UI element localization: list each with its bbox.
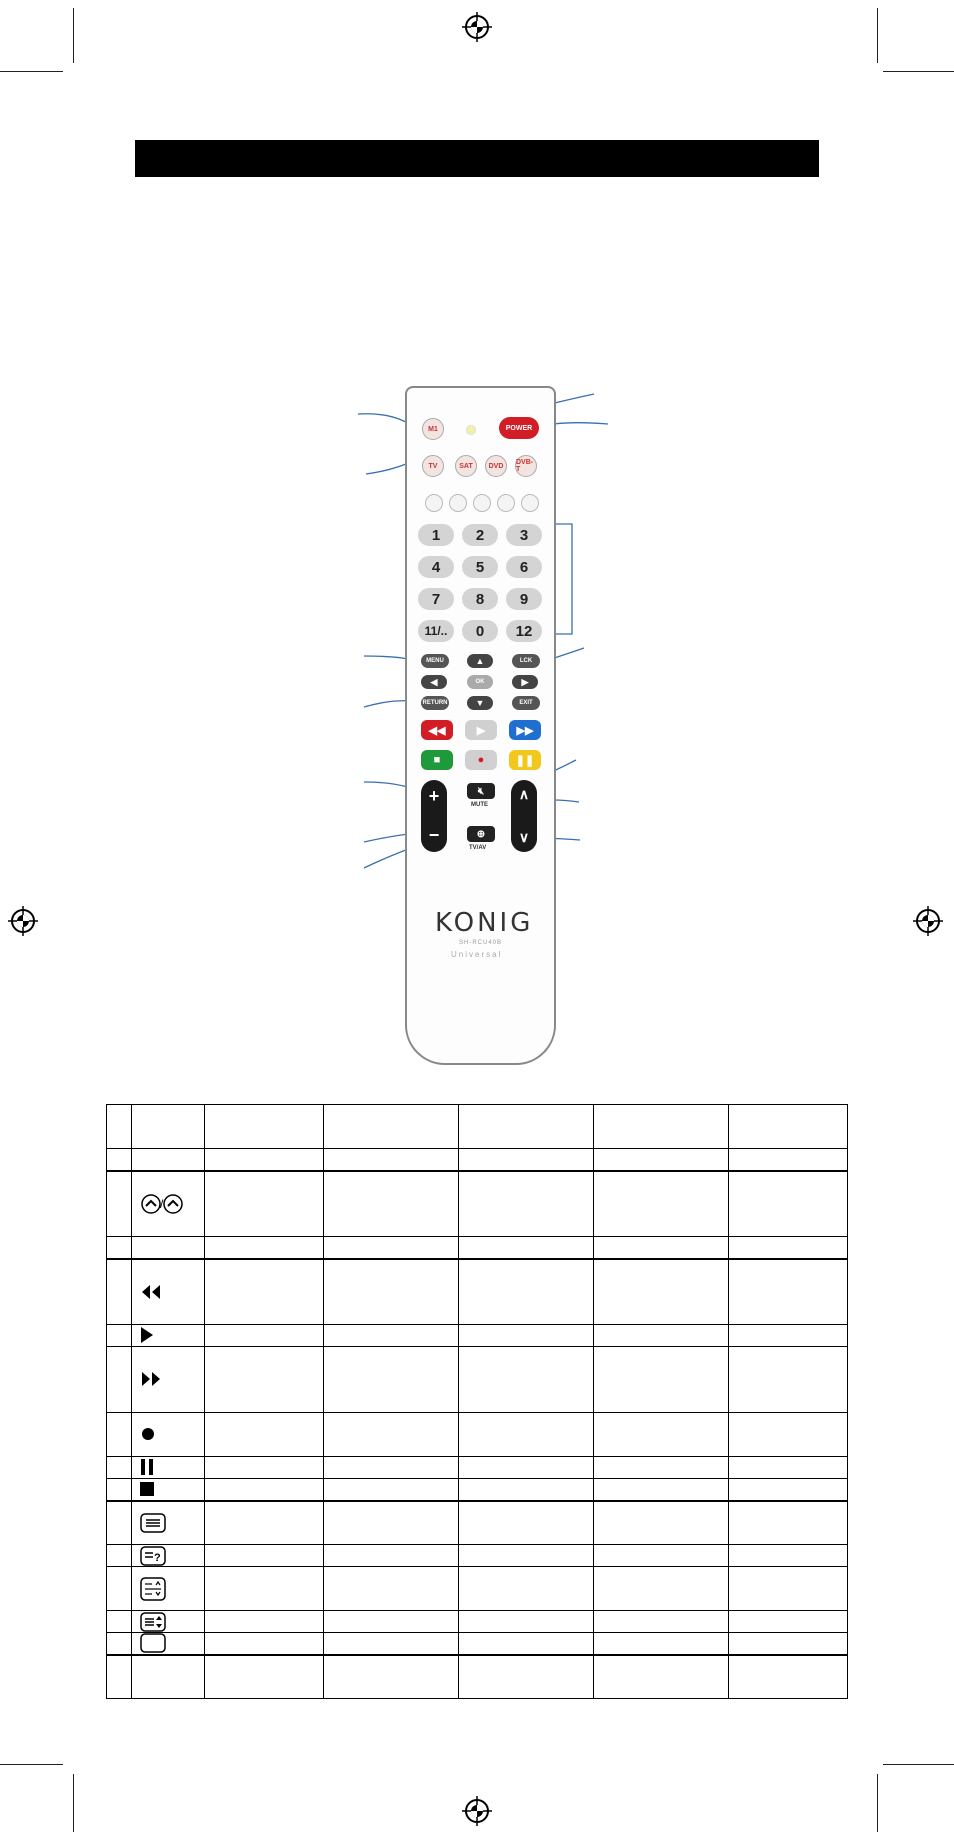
table-cell [205, 1237, 324, 1259]
stop-icon [140, 1480, 154, 1497]
table-cell [594, 1259, 729, 1325]
table-cell [107, 1237, 132, 1259]
record-button: ● [465, 750, 497, 770]
table-cell [729, 1567, 848, 1611]
crop-mark [877, 8, 878, 63]
button-icon-cell [132, 1325, 205, 1347]
table-cell [729, 1633, 848, 1655]
table-cell [594, 1105, 729, 1149]
red-rewind-button: ◀◀ [421, 720, 453, 740]
tv-source-button: TV [422, 455, 444, 477]
number-key-1: 1 [418, 524, 454, 546]
table-cell [107, 1501, 132, 1545]
teletext-reveal-icon [140, 1547, 166, 1564]
ok-button: OK [467, 675, 493, 689]
m1-button: M1 [422, 418, 444, 440]
table-cell [594, 1611, 729, 1633]
table-cell [729, 1655, 848, 1699]
table-cell [729, 1325, 848, 1347]
mute-button: 🔇︎ [467, 783, 495, 799]
table-cell [205, 1457, 324, 1479]
teletext-key-icon [473, 494, 491, 512]
table-cell [107, 1413, 132, 1457]
button-icon-cell [132, 1633, 205, 1655]
table-cell [205, 1325, 324, 1347]
table-cell [729, 1347, 848, 1413]
power-button: POWER [499, 417, 539, 439]
number-key-11: 11/.. [418, 620, 454, 642]
model-label: SH-RCU40B [459, 940, 503, 946]
crop-mark [0, 71, 63, 72]
table-cell [459, 1413, 594, 1457]
table-cell [459, 1105, 594, 1149]
table-cell [324, 1259, 459, 1325]
table-row [107, 1457, 848, 1479]
menu-button: MENU [421, 654, 449, 668]
teletext-key-icon [497, 494, 515, 512]
table-cell [594, 1633, 729, 1655]
table-cell [324, 1171, 459, 1237]
registration-mark-icon [913, 906, 943, 936]
table-cell [459, 1325, 594, 1347]
button-icon-cell [132, 1105, 205, 1149]
table-cell [324, 1457, 459, 1479]
table-cell [324, 1149, 459, 1171]
table-cell [107, 1479, 132, 1501]
crop-mark [73, 8, 74, 63]
indicator-led [466, 425, 476, 435]
table-cell [107, 1149, 132, 1171]
number-key-2: 2 [462, 524, 498, 546]
dvbt-source-button: DVB-T [515, 455, 537, 477]
button-icon-cell [132, 1413, 205, 1457]
table-row [107, 1655, 848, 1699]
table-cell [729, 1171, 848, 1237]
tv-av-label: TV/AV [469, 845, 487, 851]
table-cell [594, 1501, 729, 1545]
table-cell [107, 1325, 132, 1347]
table-cell [205, 1149, 324, 1171]
button-icon-cell [132, 1501, 205, 1545]
teletext-cancel-icon [140, 1634, 166, 1651]
table-cell [459, 1457, 594, 1479]
teletext-hold-icon [140, 1613, 166, 1630]
table-row [107, 1633, 848, 1655]
dvd-source-button: DVD [485, 455, 507, 477]
table-row [107, 1259, 848, 1325]
table-row [107, 1611, 848, 1633]
button-icon-cell [132, 1259, 205, 1325]
table-cell [107, 1567, 132, 1611]
teletext-key-icon [521, 494, 539, 512]
registration-mark-icon [462, 12, 492, 42]
button-icon-cell [132, 1149, 205, 1171]
table-cell [324, 1545, 459, 1567]
brand-logo: KONIG [435, 908, 534, 938]
table-cell [205, 1259, 324, 1325]
table-cell [205, 1413, 324, 1457]
table-cell [107, 1347, 132, 1413]
table-cell [324, 1633, 459, 1655]
table-row [107, 1567, 848, 1611]
table-cell [729, 1501, 848, 1545]
table-cell [729, 1413, 848, 1457]
down-arrow-button: ▼ [467, 696, 493, 710]
table-cell [107, 1633, 132, 1655]
table-cell [594, 1171, 729, 1237]
table-cell [459, 1655, 594, 1699]
table-cell [324, 1237, 459, 1259]
table-cell [205, 1567, 324, 1611]
table-cell [205, 1105, 324, 1149]
svg-text:/: / [160, 1196, 164, 1211]
table-cell [107, 1545, 132, 1567]
table-cell [205, 1633, 324, 1655]
table-cell [107, 1259, 132, 1325]
table-cell [324, 1325, 459, 1347]
table-cell [459, 1611, 594, 1633]
remote-control-illustration [405, 386, 556, 1065]
table-cell [594, 1567, 729, 1611]
table-cell [459, 1501, 594, 1545]
table-cell [205, 1655, 324, 1699]
table-header-row [107, 1105, 848, 1149]
table-cell [205, 1479, 324, 1501]
button-icon-cell [132, 1655, 205, 1699]
teletext-icon [140, 1514, 166, 1531]
function-table [106, 1104, 848, 1699]
table-cell [459, 1347, 594, 1413]
button-icon-cell [132, 1611, 205, 1633]
exit-button: EXIT [512, 696, 540, 710]
table-cell [205, 1347, 324, 1413]
return-button: RETURN [421, 696, 449, 710]
teletext-key-icon [449, 494, 467, 512]
button-icon-cell [132, 1567, 205, 1611]
number-key-7: 7 [418, 588, 454, 610]
number-key-8: 8 [462, 588, 498, 610]
table-cell [205, 1171, 324, 1237]
table-cell [324, 1347, 459, 1413]
record-icon [140, 1426, 156, 1443]
table-cell [729, 1457, 848, 1479]
crop-mark [883, 71, 954, 72]
table-row [107, 1149, 848, 1171]
green-stop-button: ■ [421, 750, 453, 770]
table-row [107, 1347, 848, 1413]
table-row [107, 1479, 848, 1501]
channel-up-down-icon [140, 1195, 184, 1212]
table-cell [324, 1611, 459, 1633]
up-arrow-button: ▲ [467, 654, 493, 668]
crop-mark [877, 1774, 878, 1832]
table-cell [324, 1105, 459, 1149]
right-arrow-button: ▶ [512, 675, 538, 689]
crop-mark [73, 1774, 74, 1832]
number-key-3: 3 [506, 524, 542, 546]
svg-text:?: ? [154, 1551, 161, 1564]
number-key-5: 5 [462, 556, 498, 578]
section-title-bar [135, 140, 819, 177]
table-cell [324, 1567, 459, 1611]
table-cell [459, 1259, 594, 1325]
teletext-size-icon [140, 1580, 166, 1597]
number-key-12: 12 [506, 620, 542, 642]
table-cell [107, 1457, 132, 1479]
table-cell [594, 1655, 729, 1699]
button-icon-cell [132, 1237, 205, 1259]
table-row [107, 1237, 848, 1259]
table-cell [107, 1611, 132, 1633]
button-icon-cell [132, 1545, 205, 1567]
table-row [107, 1501, 848, 1545]
teletext-key-icon [425, 494, 443, 512]
rewind-icon [140, 1283, 162, 1300]
sat-source-button: SAT [455, 455, 477, 477]
table-cell [729, 1259, 848, 1325]
table-cell [205, 1501, 324, 1545]
table-cell [459, 1149, 594, 1171]
volume-rocker: + − [421, 780, 447, 852]
table-cell [594, 1545, 729, 1567]
table-cell [459, 1633, 594, 1655]
number-key-0: 0 [462, 620, 498, 642]
table-cell [459, 1171, 594, 1237]
table-cell [107, 1655, 132, 1699]
table-cell [594, 1347, 729, 1413]
table-row [107, 1171, 848, 1237]
table-cell [729, 1545, 848, 1567]
channel-rocker: ∧ ∨ [511, 780, 537, 852]
table-cell [729, 1105, 848, 1149]
table-cell [324, 1501, 459, 1545]
yellow-pause-button: ❚❚ [509, 750, 541, 770]
left-arrow-button: ◀ [421, 675, 447, 689]
play-icon [140, 1327, 154, 1344]
table-cell [729, 1611, 848, 1633]
table-cell [729, 1237, 848, 1259]
table-cell [594, 1325, 729, 1347]
table-row [107, 1325, 848, 1347]
registration-mark-icon [462, 1796, 492, 1826]
table-cell [324, 1655, 459, 1699]
table-cell [459, 1567, 594, 1611]
registration-mark-icon [8, 906, 38, 936]
table-cell [729, 1149, 848, 1171]
number-key-6: 6 [506, 556, 542, 578]
table-cell [205, 1545, 324, 1567]
tv-av-button: ⊕ [467, 826, 495, 842]
table-row [107, 1413, 848, 1457]
table-cell [324, 1413, 459, 1457]
blue-forward-button: ▶▶ [509, 720, 541, 740]
table-cell [459, 1237, 594, 1259]
table-cell [594, 1149, 729, 1171]
play-button: ▶ [465, 720, 497, 740]
button-icon-cell [132, 1171, 205, 1237]
button-icon-cell [132, 1457, 205, 1479]
fast-forward-icon [140, 1371, 162, 1388]
table-cell [324, 1479, 459, 1501]
table-cell [594, 1413, 729, 1457]
table-cell [205, 1611, 324, 1633]
lck-button: LCK [512, 654, 540, 668]
series-label: Universal [451, 950, 503, 959]
table-cell [594, 1457, 729, 1479]
button-icon-cell [132, 1347, 205, 1413]
table-cell [459, 1545, 594, 1567]
pause-icon [140, 1459, 154, 1476]
mute-label: MUTE [471, 802, 488, 808]
number-key-9: 9 [506, 588, 542, 610]
crop-mark [0, 1764, 63, 1765]
table-cell [729, 1479, 848, 1501]
table-cell [107, 1105, 132, 1149]
table-row [107, 1545, 848, 1567]
button-icon-cell [132, 1479, 205, 1501]
table-cell [594, 1237, 729, 1259]
crop-mark [883, 1764, 954, 1765]
table-cell [594, 1479, 729, 1501]
table-cell [107, 1171, 132, 1237]
number-key-4: 4 [418, 556, 454, 578]
table-cell [459, 1479, 594, 1501]
